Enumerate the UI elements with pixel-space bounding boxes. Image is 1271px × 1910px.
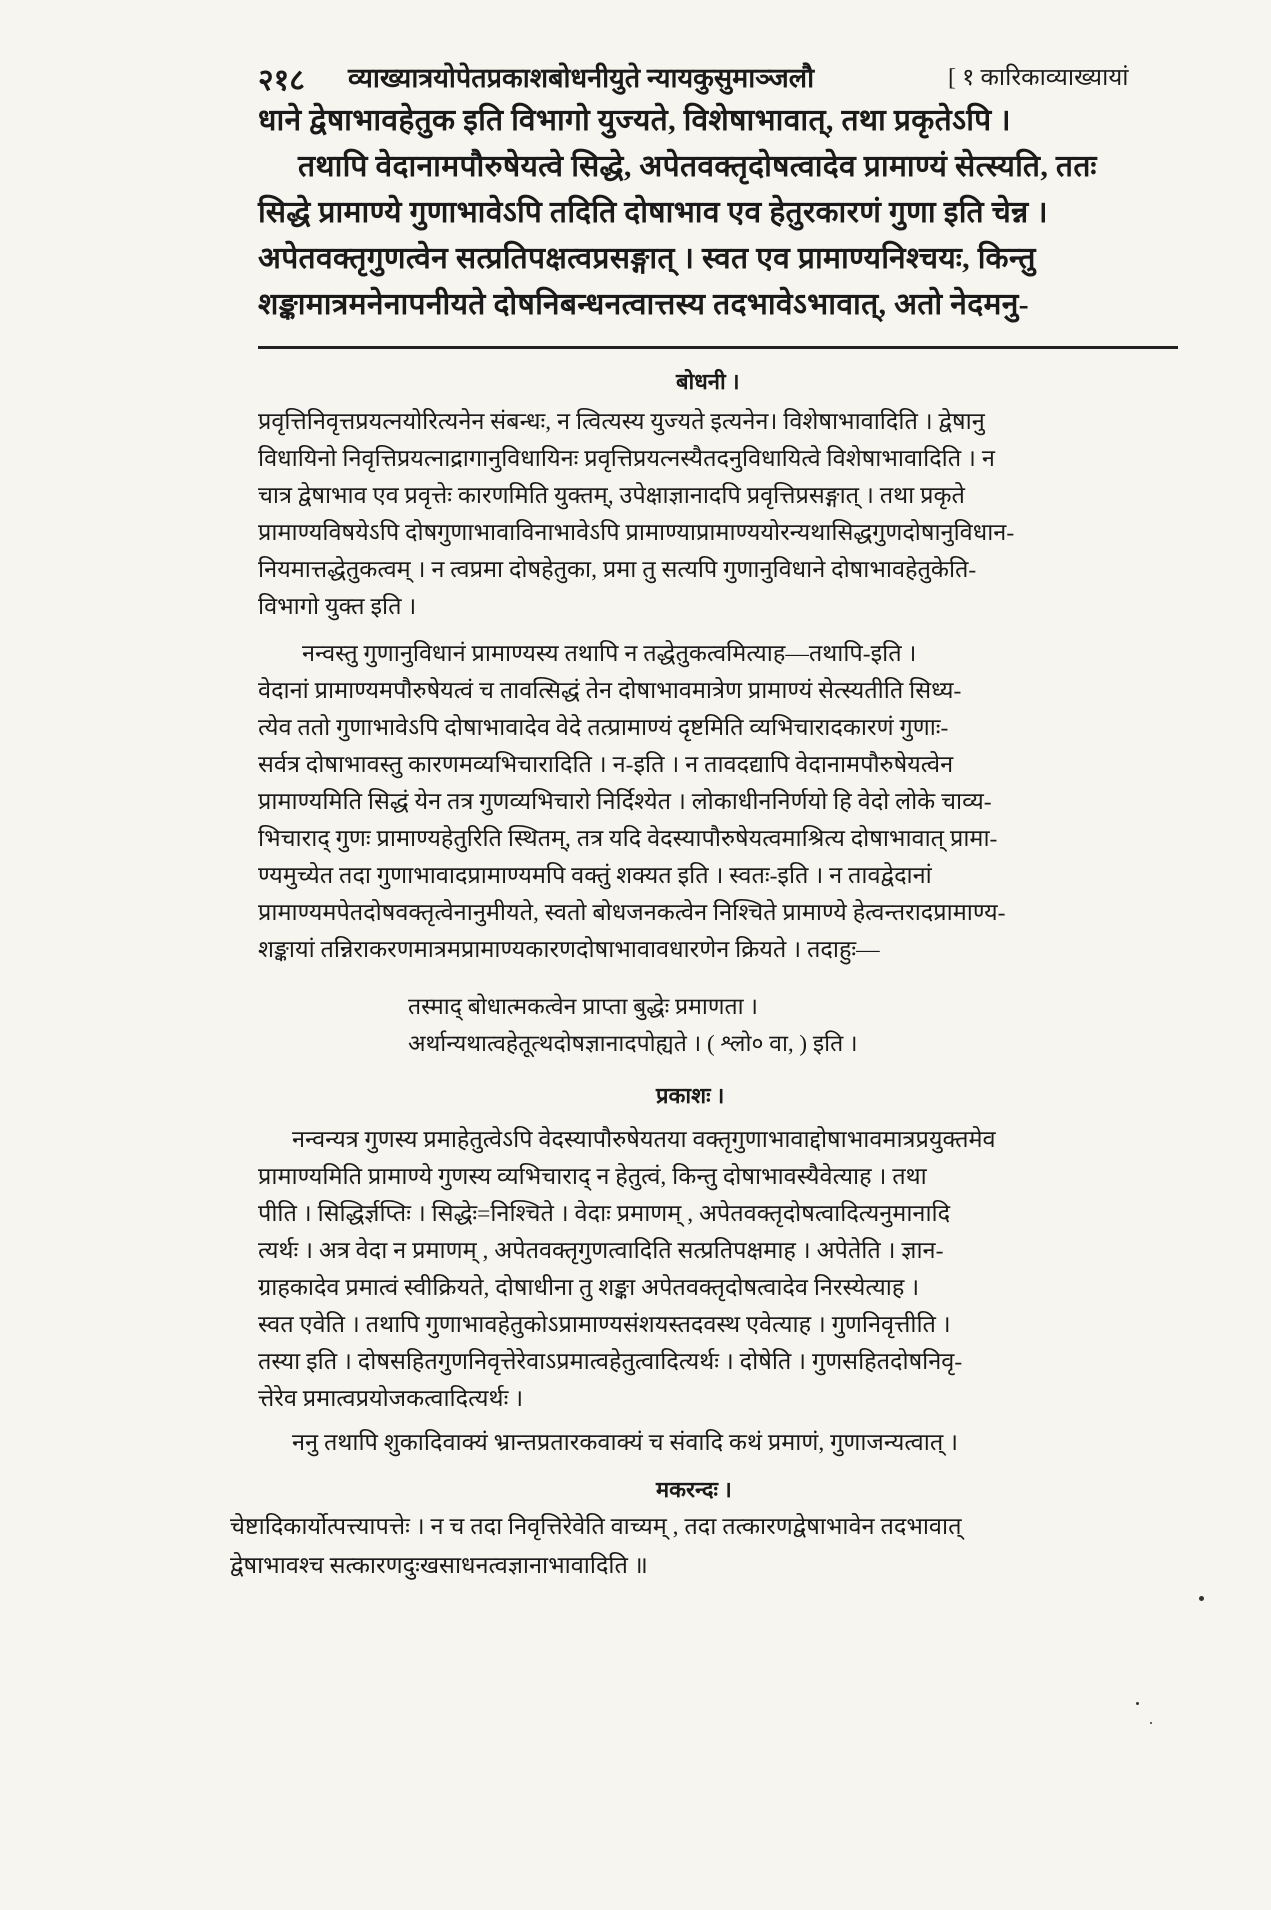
prakasha-heading: प्रकाशः ।: [656, 1083, 725, 1108]
commentary-line: प्रामाण्यमपेतदोषवक्तृत्वेनानुमीयते, स्वतो बोधजनकत्वेन निश्चिते प्रामाण्ये हेत्वन्तरादप्रामाण्य-: [258, 900, 1006, 926]
commentary-line: नन्वन्यत्र गुणस्य प्रमाहेतुत्वेऽपि वेदस्यापौरुषेयतया वक्तृगुणाभावाद्दोषाभावमात्रप्रयुक्तमेव: [292, 1127, 996, 1153]
commentary-line: चात्र द्वेषाभाव एव प्रवृत्तेः कारणमिति युक्तम्, उपेक्षाज्ञानादपि प्रवृत्तिप्रसङ्गात् । तथा प्रकृते: [258, 483, 965, 509]
commentary-line: प्रामाण्यमिति प्रामाण्ये गुणस्य व्यभिचाराद् न हेतुत्वं, किन्तु दोषाभावस्यैवेत्याह । तथा: [258, 1164, 927, 1190]
commentary-line: विधायिनो निवृत्तिप्रयत्नाद्रागानुविधायिनः प्रवृत्तिप्रयत्नस्यैतदनुविधायित्वे विशेषाभावादिति । न: [258, 446, 995, 472]
running-header: [258, 48, 1178, 98]
commentary-line: ग्राहकादेव प्रमात्वं स्वीक्रियते, दोषाधीना तु शङ्का अपेतवक्तृदोषत्वादेव निरस्येत्याह ।: [258, 1275, 920, 1301]
commentary-line: ण्यमुच्येत तदा गुणाभावादप्रामाण्यमपि वक्तुं शक्यत इति । स्वतः-इति । न तावद्वेदानां: [258, 863, 932, 889]
main-line: अपेतवक्तृगुणत्वेन सत्प्रतिपक्षत्वप्रसङ्गात् । स्वत एव प्रामाण्यनिश्चयः, किन्तु: [258, 242, 1036, 275]
commentary-line: प्रवृत्तिनिवृत्तप्रयत्नयोरित्यनेन संबन्धः, न त्वित्यस्य युज्यते इत्यनेन। विशेषाभावादिति । द्वेषानु: [258, 409, 985, 435]
commentary-line: त्यर्थः । अत्र वेदा न प्रमाणम् , अपेतवक्तृगुणत्वादिति सत्प्रतिपक्षमाह । अपेतेति । ज्ञान-: [258, 1238, 944, 1264]
commentary-line: नन्वस्तु गुणानुविधानं प्रामाण्यस्य तथापि न तद्धेतुकत्वमित्याह—तथापि-इति ।: [302, 641, 917, 667]
section-label: [ १ कारिकाव्याख्यायां: [948, 65, 1129, 91]
main-line: तथापि वेदानामपौरुषेयत्वे सिद्धे, अपेतवक्तृदोषत्वादेव प्रामाण्यं सेत्स्यति, ततः: [298, 150, 1097, 183]
main-line: शङ्कामात्रमनेनापनीयते दोषनिबन्धनत्वात्तस्य तदभावेऽभावात्, अतो नेदमनु-: [258, 288, 1029, 321]
commentary-line: प्रामाण्यमिति सिद्धं येन तत्र गुणव्यभिचारो निर्दिश्येत । लोकाधीननिर्णयो हि वेदो लोके चाव्य-: [258, 789, 992, 815]
commentary-line: ननु तथापि शुकादिवाक्यं भ्रान्तप्रतारकवाक्यं च संवादि कथं प्रमाणं, गुणाजन्यत्वात् ।: [292, 1430, 958, 1456]
running-title: व्याख्यात्रयोपेतप्रकाशबोधनीयुते न्यायकुसुमाञ्जलौ: [348, 63, 815, 93]
commentary-line: प्रामाण्यविषयेऽपि दोषगुणाभावाविनाभावेऽपि प्रामाण्याप्रामाण्ययोरन्यथासिद्धगुणदोषानुविधान-: [258, 520, 1015, 546]
commentary-line: तस्या इति । दोषसहितगुणनिवृत्तेरेवाऽप्रमात्वहेतुत्वादित्यर्थः । दोषेति । गुणसहितदोषनिवृ-: [258, 1349, 963, 1375]
commentary-line: द्वेषाभावश्च सत्कारणदुःखसाधनत्वज्ञानाभावादिति ॥: [230, 1553, 648, 1579]
commentary-line: शङ्कायां तन्निराकरणमात्रमप्रामाण्यकारणदोषाभावावधारणेन क्रियते । तदाहुः—: [258, 937, 880, 963]
commentary-line: स्वत एवेति । तथापि गुणाभावहेतुकोऽप्रामाण्यसंशयस्तदवस्थ एवेत्याह । गुणनिवृत्तीति ।: [258, 1312, 951, 1338]
page-number: २१८: [258, 64, 305, 97]
commentary-line: त्येव ततो गुणाभावेऽपि दोषाभावादेव वेदे तत्प्रामाण्यं दृष्टमिति व्यभिचारादकारणं गुणाः-: [258, 715, 949, 741]
commentary-line: सर्वत्र दोषाभावस्तु कारणमव्यभिचारादिति । न-इति । न तावदद्यापि वेदानामपौरुषेयत्वेन: [258, 752, 954, 778]
verse-line: अर्थान्यथात्वहेतूत्थदोषज्ञानादपोह्यते । ( श्लो० वा, ) इति ।: [408, 1031, 858, 1056]
main-line: सिद्धे प्रामाण्ये गुणाभावेऽपि तदिति दोषाभाव एव हेतुरकारणं गुणा इति चेन्न ।: [258, 196, 1048, 229]
commentary-line: पीति । सिद्धिर्ज्ञप्तिः । सिद्धेः=निश्चिते । वेदाः प्रमाणम् , अपेतवक्तृदोषत्वादित्यनुमानादि: [258, 1201, 951, 1227]
commentary-line: विभागो युक्त इति ।: [258, 594, 417, 620]
commentary-line: त्तेरेव प्रमात्वप्रयोजकत्वादित्यर्थः ।: [258, 1386, 524, 1412]
scan-speck: [1199, 1596, 1204, 1601]
main-line: धाने द्वेषाभावहेतुक इति विभागो युज्यते, विशेषाभावात्, तथा प्रकृतेऽपि ।: [258, 104, 1011, 137]
horizontal-rule: [258, 346, 1178, 349]
commentary-line: वेदानां प्रामाण्यमपौरुषेयत्वं च तावत्सिद्धं तेन दोषाभावमात्रेण प्रामाण्यं सेत्स्यतीति सिध्य-: [258, 678, 962, 704]
bodhani-heading: बोधनी ।: [676, 369, 740, 394]
commentary-line: नियमात्तद्धेतुकत्वम् । न त्वप्रमा दोषहेतुका, प्रमा तु सत्यपि गुणानुविधाने दोषाभावहेतुकेति-: [258, 557, 977, 583]
commentary-line: चेष्टादिकार्योत्पत्त्यापत्तेः । न च तदा निवृत्तिरेवेति वाच्यम् , तदा तत्कारणद्वेषाभावेन तदभावात्: [230, 1514, 962, 1540]
verse-line: तस्माद् बोधात्मकत्वेन प्राप्ता बुद्धेः प्रमाणता ।: [408, 994, 759, 1019]
commentary-line: भिचाराद् गुणः प्रामाण्यहेतुरिति स्थितम्, तत्र यदि वेदस्यापौरुषेयत्वमाश्रित्य दोषाभावात् प्रामा-: [258, 826, 998, 852]
scan-speck: [1150, 1722, 1152, 1724]
makaranda-heading: मकरन्दः ।: [656, 1477, 732, 1502]
scan-speck: [1136, 1702, 1139, 1705]
